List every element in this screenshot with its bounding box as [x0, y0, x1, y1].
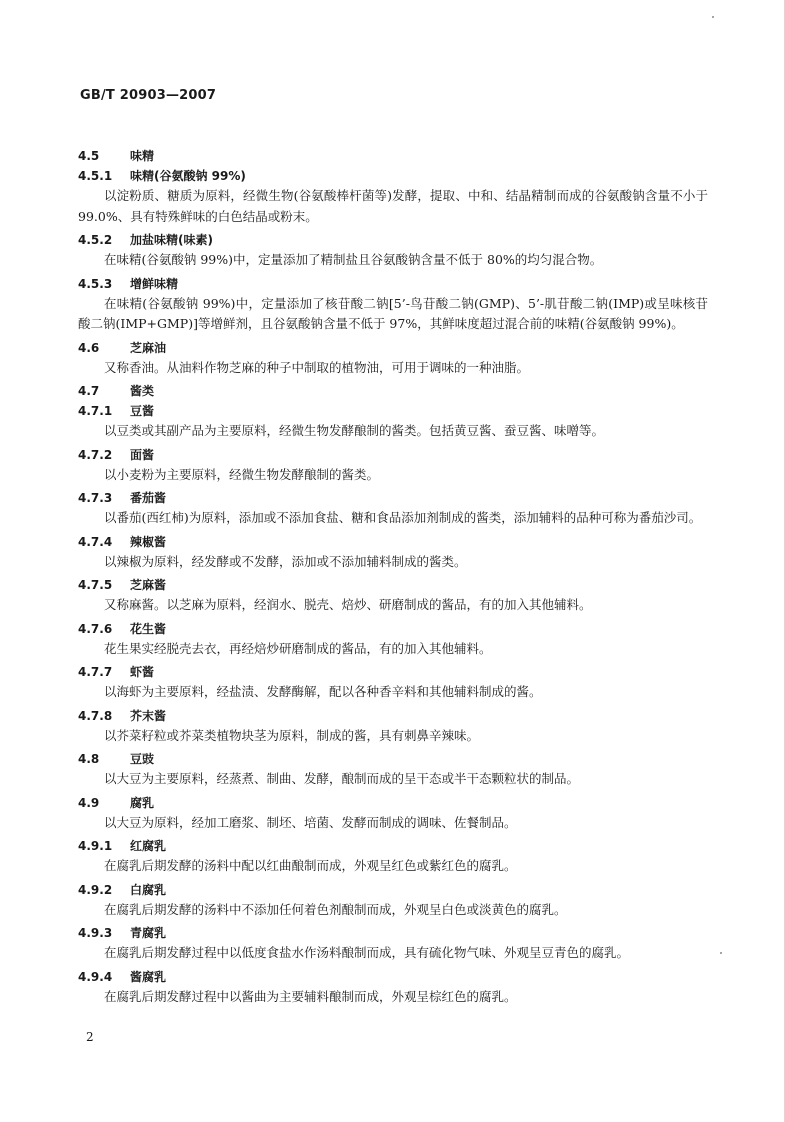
- section-paragraph: 以海虾为主要原料，经盐渍、发酵酶解，配以各种香辛料和其他辅料制成的酱。: [104, 684, 542, 699]
- section-number: 4.7.3: [78, 491, 113, 505]
- section-title: 面酱: [130, 447, 155, 462]
- section-heading: [78, 880, 708, 900]
- section-title: 芝麻酱: [130, 578, 167, 592]
- section-title: 增鲜味精: [130, 276, 179, 291]
- section-title: 豆酱: [130, 404, 155, 418]
- page-number: 2: [86, 1030, 94, 1044]
- document-body: [78, 146, 708, 1010]
- section-number: 4.5.1: [78, 169, 113, 183]
- section-number: 4.7.5: [78, 578, 113, 592]
- section-heading: [78, 706, 708, 726]
- section-heading: [78, 619, 708, 639]
- section-title: 红腐乳: [130, 839, 167, 853]
- section-heading: [78, 967, 708, 987]
- section-paragraph: 以番茄(西红柿)为原料，添加或不添加食盐、糖和食品添加剂制成的酱类，添加辅料的品种可称为番茄沙司。: [104, 510, 702, 525]
- section-paragraph: 在味精(谷氨酸钠 99%)中，定量添加了核苷酸二钠[5’-鸟苷酸二钠(GMP)、5’-肌苷酸二钠(IMP)或呈味核苷酸二钠(IMP+GMP)]等增鲜剂，且谷氨酸钠含量不低于 97%，其鲜味度超过混合前的味精(谷氨酸钠 99%)。: [78, 295, 708, 331]
- section-paragraph: 在味精(谷氨酸钠 99%)中，定量添加了精制盐且谷氨酸钠含量不低于 80%的均匀混合物。: [104, 252, 603, 267]
- section-heading: [78, 662, 708, 682]
- scan-speck: [712, 16, 714, 18]
- section-paragraph: 又称麻酱。以芝麻为原料，经润水、脱壳、焙炒、研磨制成的酱品，有的加入其他辅料。: [104, 597, 592, 612]
- section-paragraph: 以大豆为主要原料，经蒸煮、制曲、发酵，酿制而成的呈干态或半干态颗粒状的制品。: [104, 771, 580, 786]
- section-number: 4.7.8: [78, 708, 113, 723]
- section-title: 酱类: [130, 384, 155, 398]
- section-heading: [78, 532, 708, 552]
- section-number: 4.9: [78, 795, 100, 810]
- section-title: 酱腐乳: [130, 969, 167, 984]
- section-title: 辣椒酱: [130, 534, 167, 549]
- section-heading: [78, 401, 708, 421]
- section-number: 4.5.3: [78, 276, 113, 291]
- section-number: 4.9.1: [78, 839, 113, 853]
- section-number: 4.7.1: [78, 404, 113, 418]
- section-heading: [78, 793, 708, 813]
- section-paragraph: 在腐乳后期发酵的汤料中配以红曲酿制而成，外观呈红色或紫红色的腐乳。: [104, 858, 517, 873]
- section-title: 虾酱: [130, 665, 155, 679]
- section-number: 4.8: [78, 752, 100, 766]
- section-heading: [78, 274, 708, 294]
- section-title: 芥末酱: [130, 708, 167, 723]
- scan-speck: [720, 952, 722, 954]
- section-heading: [78, 338, 708, 358]
- section-paragraph: 在腐乳后期发酵过程中以酱曲为主要辅料酿制而成，外观呈棕红色的腐乳。: [104, 988, 517, 1004]
- section-title: 白腐乳: [130, 882, 167, 897]
- section-title: 花生酱: [130, 621, 167, 636]
- section-title: 加盐味精(味素): [130, 233, 213, 247]
- section-number: 4.7: [78, 384, 100, 398]
- section-number: 4.9.4: [78, 969, 113, 984]
- section-paragraph: 在腐乳后期发酵过程中以低度食盐水作汤料酿制而成，具有硫化物气味、外观呈豆青色的腐乳。: [104, 945, 630, 960]
- section-number: 4.6: [78, 340, 100, 355]
- section-heading: [78, 445, 708, 465]
- section-title: 番茄酱: [130, 491, 167, 505]
- section-number: 4.5.2: [78, 233, 113, 247]
- section-number: 4.9.2: [78, 882, 113, 897]
- section-title: 味精(谷氨酸钠 99%): [130, 169, 246, 183]
- section-number: 4.9.3: [78, 926, 113, 940]
- section-heading: [78, 488, 708, 508]
- section-heading: [78, 166, 708, 186]
- section-heading: [78, 146, 708, 166]
- section-title: 味精: [130, 149, 155, 163]
- section-paragraph: 以淀粉质、糖质为原料，经微生物(谷氨酸棒杆菌等)发酵，提取、中和、结晶精制而成的谷氨酸钠含量不小于 99.0%、具有特殊鲜味的白色结晶或粉末。: [78, 188, 708, 224]
- section-heading: [78, 923, 708, 943]
- section-heading: [78, 575, 708, 595]
- section-title: 腐乳: [130, 795, 155, 810]
- section-paragraph: 以大豆为原料，经加工磨浆、制坯、培菌、发酵而制成的调味、佐餐制品。: [104, 814, 517, 830]
- section-number: 4.7.2: [78, 447, 113, 462]
- section-number: 4.7.6: [78, 621, 113, 636]
- section-paragraph: 花生果实经脱壳去衣，再经焙炒研磨制成的酱品，有的加入其他辅料。: [104, 640, 492, 656]
- section-paragraph: 又称香油。从油料作物芝麻的种子中制取的植物油，可用于调味的一种油脂。: [104, 359, 530, 375]
- section-number: 4.5: [78, 149, 100, 163]
- section-title: 芝麻油: [130, 340, 167, 355]
- section-paragraph: 在腐乳后期发酵的汤料中不添加任何着色剂酿制而成，外观呈白色或淡黄色的腐乳。: [104, 901, 567, 917]
- section-paragraph: 以辣椒为原料，经发酵或不发酵，添加或不添加辅料制成的酱类。: [104, 553, 467, 569]
- section-heading: [78, 836, 708, 856]
- section-number: 4.7.4: [78, 534, 113, 549]
- section-paragraph: 以芥菜籽粒或芥菜类植物块茎为原料，制成的酱，具有刺鼻辛辣味。: [104, 727, 480, 743]
- section-heading: [78, 230, 708, 250]
- section-heading: [78, 749, 708, 769]
- section-heading: [78, 381, 708, 401]
- section-paragraph: 以小麦粉为主要原料，经微生物发酵酿制的酱类。: [104, 466, 380, 482]
- section-title: 青腐乳: [130, 926, 167, 940]
- section-paragraph: 以豆类或其副产品为主要原料，经微生物发酵酿制的酱类。包括黄豆酱、蚕豆酱、味噌等。: [104, 423, 605, 438]
- section-title: 豆豉: [130, 752, 155, 766]
- standard-code-header: GB/T 20903—2007: [80, 88, 217, 103]
- section-number: 4.7.7: [78, 665, 113, 679]
